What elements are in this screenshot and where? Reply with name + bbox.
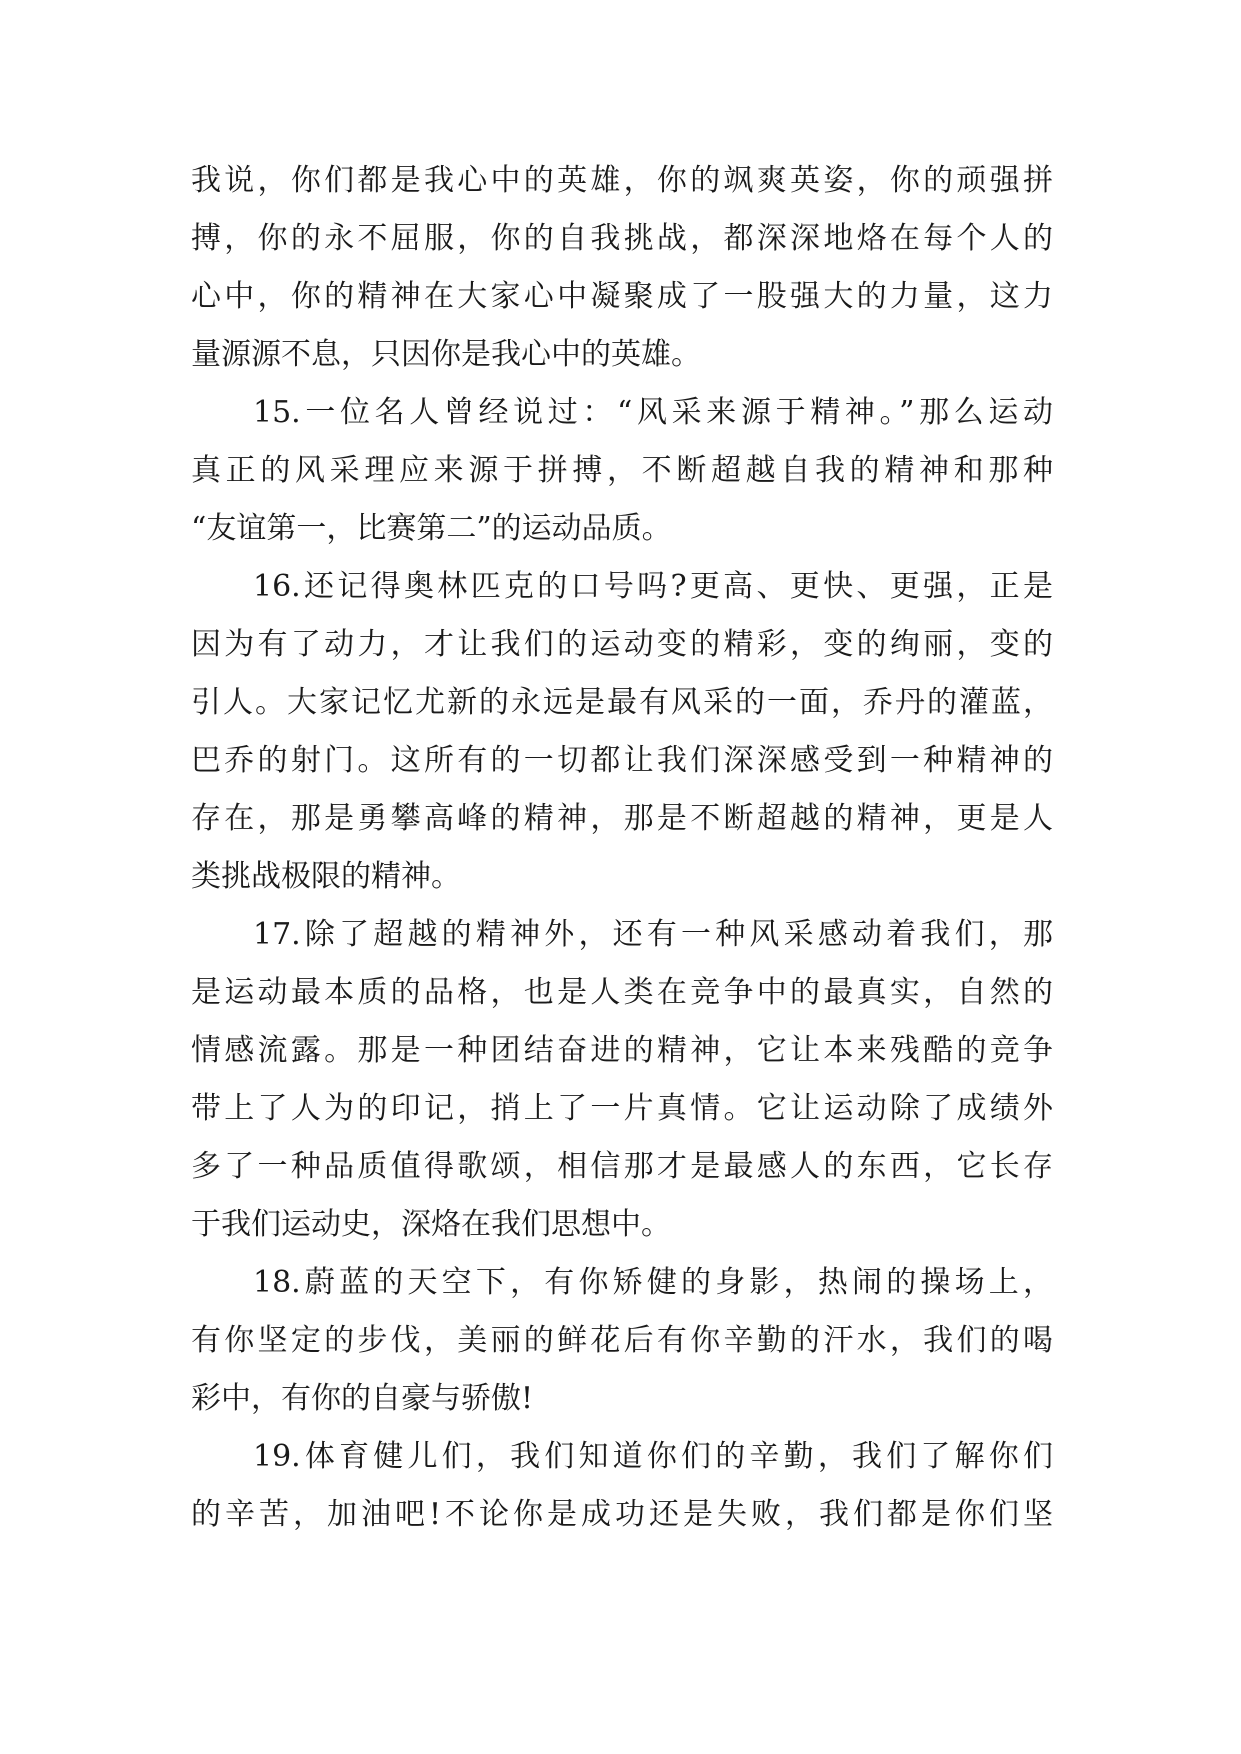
text-line: 于我们运动史，深烙在我们思想中。 (191, 1207, 671, 1242)
text-line: 的辛苦，加油吧!不论你是成功还是失败，我们都是你们坚 (191, 1497, 1053, 1532)
text-line: 有你坚定的步伐，美丽的鲜花后有你辛勤的汗水，我们的喝 (191, 1323, 1053, 1358)
text-line: 带上了人为的印记，捎上了一片真情。它让运动除了成绩外 (191, 1091, 1053, 1126)
paragraph-16-first-line: 16.还记得奥林匹克的口号吗?更高、更快、更强，正是 (253, 569, 1053, 604)
text-line: 是运动最本质的品格，也是人类在竞争中的最真实，自然的 (191, 975, 1053, 1010)
text-line: 真正的风采理应来源于拼搏，不断超越自我的精神和那种 (191, 453, 1053, 488)
text-line: 类挑战极限的精神。 (191, 859, 461, 894)
paragraph-19-first-line: 19.体育健儿们，我们知道你们的辛勤，我们了解你们 (253, 1439, 1053, 1474)
text-line: 巴乔的射门。这所有的一切都让我们深深感受到一种精神的 (191, 743, 1053, 778)
paragraph-18-first-line: 18.蔚蓝的天空下，有你矫健的身影，热闹的操场上， (253, 1265, 1053, 1300)
text-line: “友谊第一，比赛第二”的运动品质。 (191, 511, 672, 546)
text-line: 心中，你的精神在大家心中凝聚成了一股强大的力量，这力 (191, 279, 1053, 314)
paragraph-15-first-line: 15.一位名人曾经说过：“风采来源于精神。”那么运动 (253, 395, 1053, 430)
text-line: 引人。大家记忆尤新的永远是最有风采的一面，乔丹的灌蓝， (191, 685, 1053, 720)
text-line: 量源源不息，只因你是我心中的英雄。 (191, 337, 701, 372)
text-line: 因为有了动力，才让我们的运动变的精彩，变的绚丽，变的 (191, 627, 1053, 662)
paragraph-17-first-line: 17.除了超越的精神外，还有一种风采感动着我们，那 (253, 917, 1053, 952)
text-line: 我说，你们都是我心中的英雄，你的飒爽英姿，你的顽强拼 (191, 163, 1053, 198)
text-line: 彩中，有你的自豪与骄傲! (191, 1381, 534, 1416)
text-line: 搏，你的永不屈服，你的自我挑战，都深深地烙在每个人的 (191, 221, 1053, 256)
text-line: 情感流露。那是一种团结奋进的精神，它让本来残酷的竞争 (191, 1033, 1053, 1068)
text-line: 存在，那是勇攀高峰的精神，那是不断超越的精神，更是人 (191, 801, 1053, 836)
text-line: 多了一种品质值得歌颂，相信那才是最感人的东西，它长存 (191, 1149, 1053, 1184)
